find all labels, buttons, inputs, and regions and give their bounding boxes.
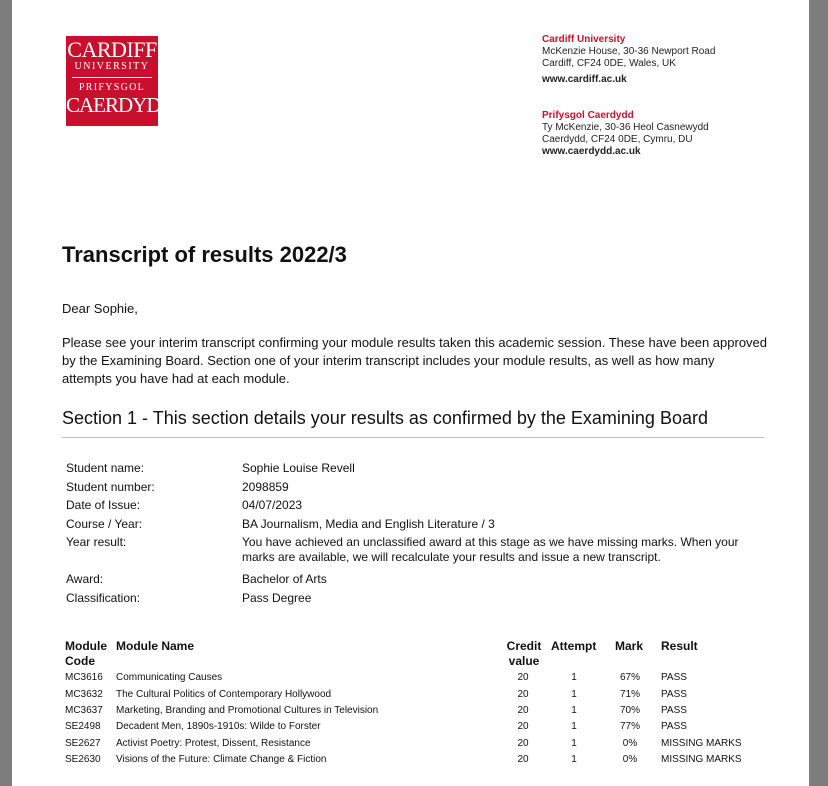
logo-line-2: UNIVERSITY xyxy=(74,61,150,72)
section-title: Section 1 - This section details your results as confirmed by the Examining Board xyxy=(62,408,708,428)
row-mark: 0% xyxy=(622,754,638,765)
row-result: MISSING MARKS xyxy=(661,754,742,765)
cardiff-university-logo xyxy=(66,36,175,126)
logo-divider xyxy=(72,77,152,78)
row-attempt: 1 xyxy=(571,689,577,700)
row-credit: 20 xyxy=(517,672,529,683)
row-mark: 71% xyxy=(619,689,640,700)
row-credit: 20 xyxy=(517,705,529,716)
header-attempt: Attempt xyxy=(551,639,597,653)
greeting: Dear Sophie, xyxy=(62,301,138,316)
row-module-code: SE2630 xyxy=(65,754,101,765)
row-mark: 77% xyxy=(619,721,640,732)
row-module-code: SE2498 xyxy=(65,721,101,732)
header-credit-value-line-1: Credit xyxy=(506,639,542,653)
row-result: PASS xyxy=(661,689,687,700)
row-module-name: The Cultural Politics of Contemporary Hollywood xyxy=(116,689,332,700)
student-name-label: Student name: xyxy=(66,461,145,475)
header-credit-value-line-2: value xyxy=(508,654,540,668)
row-module-code: MC3637 xyxy=(65,705,103,716)
header-credit-value xyxy=(499,639,549,669)
row-module-name: Visions of the Future: Climate Change & Fiction xyxy=(116,754,327,765)
row-module-code: MC3632 xyxy=(65,689,103,700)
welsh-org-name: Prifysgol Caerdydd xyxy=(542,110,634,121)
english-address-line-1: McKenzie House, 30-36 Newport Road xyxy=(542,46,716,57)
row-module-name: Marketing, Branding and Promotional Cultures in Television xyxy=(116,705,379,716)
student-number-label: Student number: xyxy=(66,480,155,494)
english-address-line-2: Cardiff, CF24 0DE, Wales, UK xyxy=(542,58,676,69)
logo-line-1: CARDIFF xyxy=(67,37,157,62)
course-year-value: BA Journalism, Media and English Literature / 3 xyxy=(242,517,495,531)
header-module-code-line-2: Code xyxy=(65,654,95,668)
row-result: PASS xyxy=(661,672,687,683)
header-result: Result xyxy=(661,639,698,653)
logo-line-3: PRIFYSGOL xyxy=(78,82,146,93)
english-org-name: Cardiff University xyxy=(542,34,626,45)
header-module-code-line-1: Module xyxy=(65,639,107,653)
row-credit: 20 xyxy=(517,721,529,732)
english-address xyxy=(542,34,782,86)
row-mark: 0% xyxy=(622,738,638,749)
section-divider xyxy=(62,437,764,438)
header-module-code xyxy=(65,639,107,669)
classification-label: Classification: xyxy=(66,591,141,605)
row-credit: 20 xyxy=(517,689,529,700)
logo-line-4: CAERDYDD xyxy=(66,93,175,117)
transcript-page xyxy=(12,0,809,786)
page-title: Transcript of results 2022/3 xyxy=(62,242,347,267)
row-module-name: Decadent Men, 1890s-1910s: Wilde to Forster xyxy=(116,721,321,732)
intro-paragraph: Please see your interim transcript confirming your module results taken this academic session. These have been approved by the Examining Board. Section one of your interim transcript includes your module results, as well as how many attempts you have had at each module. xyxy=(62,335,768,386)
row-module-name: Communicating Causes xyxy=(116,672,223,683)
row-mark: 67% xyxy=(619,672,640,683)
row-result: PASS xyxy=(661,721,687,732)
row-result: MISSING MARKS xyxy=(661,738,742,749)
header-module-name: Module Name xyxy=(116,639,195,653)
row-attempt: 1 xyxy=(571,721,577,732)
award-label: Award: xyxy=(66,572,104,586)
date-of-issue-label: Date of Issue: xyxy=(66,498,141,512)
welsh-website-link[interactable]: www.caerdydd.ac.uk xyxy=(542,146,641,157)
award-value: Bachelor of Arts xyxy=(242,572,327,586)
course-year-label: Course / Year: xyxy=(66,517,143,531)
row-module-code: MC3616 xyxy=(65,672,103,683)
row-module-name: Activist Poetry: Protest, Dissent, Resistance xyxy=(116,738,311,749)
row-mark: 70% xyxy=(619,705,640,716)
row-credit: 20 xyxy=(517,738,529,749)
welsh-address-line-1: Ty McKenzie, 30-36 Heol Casnewydd xyxy=(542,122,709,133)
welsh-address-line-2: Caerdydd, CF24 0DE, Cymru, DU xyxy=(542,134,693,145)
row-attempt: 1 xyxy=(571,705,577,716)
english-website-link[interactable]: www.cardiff.ac.uk xyxy=(542,74,627,85)
header-mark: Mark xyxy=(615,639,644,653)
student-number-value: 2098859 xyxy=(242,480,289,494)
date-of-issue-value: 04/07/2023 xyxy=(242,498,303,512)
student-name-value: Sophie Louise Revell xyxy=(242,461,355,475)
row-attempt: 1 xyxy=(571,672,577,683)
row-credit: 20 xyxy=(517,754,529,765)
year-result-label: Year result: xyxy=(66,535,127,549)
classification-value: Pass Degree xyxy=(242,591,312,605)
welsh-address xyxy=(542,110,782,158)
row-attempt: 1 xyxy=(571,754,577,765)
row-module-code: SE2627 xyxy=(65,738,101,749)
row-result: PASS xyxy=(661,705,687,716)
row-attempt: 1 xyxy=(571,738,577,749)
year-result-value: You have achieved an unclassified award at this stage as we have missing marks. When your marks are available, we will recalculate your results and issue a new transcript. xyxy=(242,535,739,564)
